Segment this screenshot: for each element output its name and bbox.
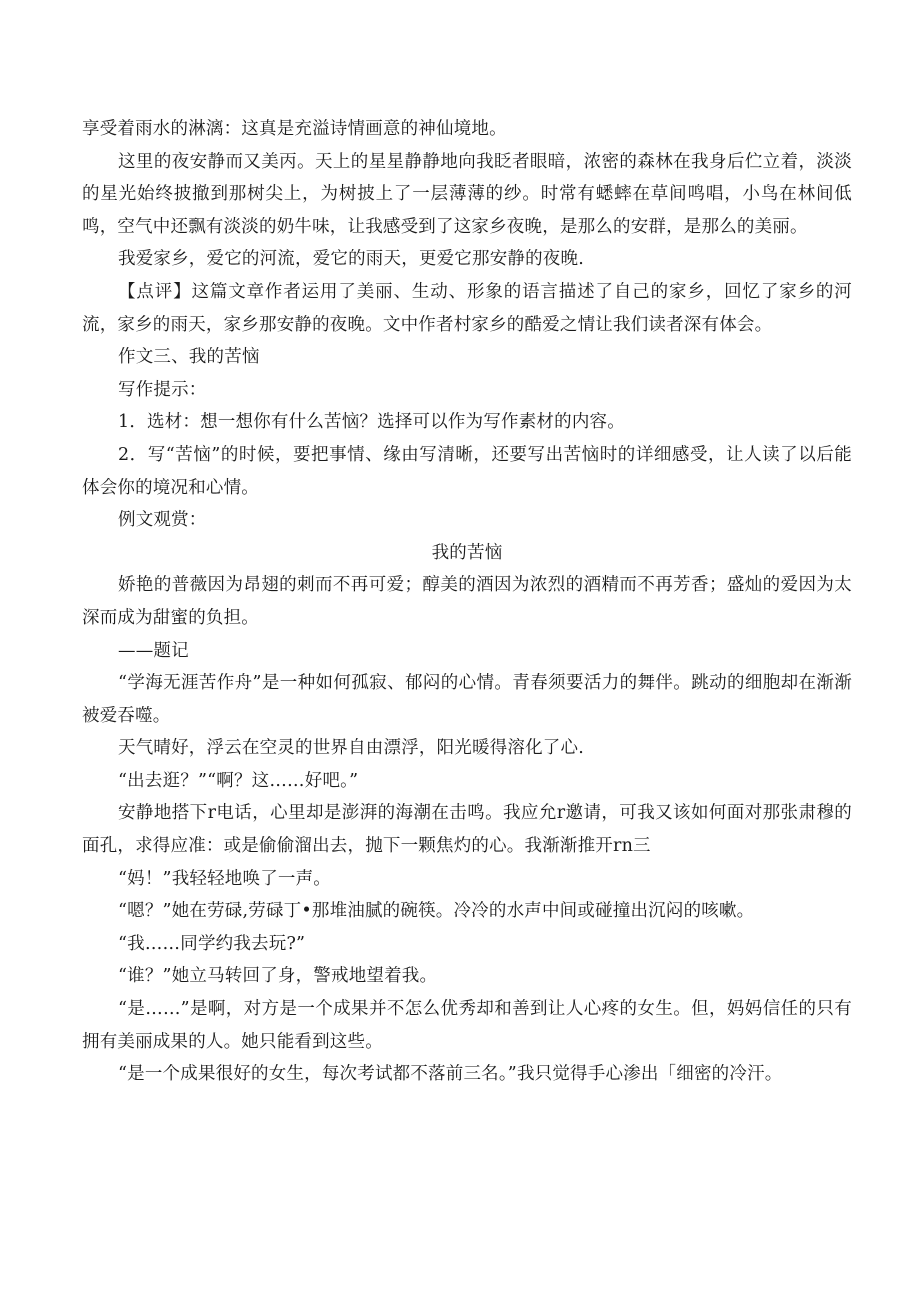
paragraph-phone-call: 安静地搭下r电话，心里却是澎湃的海潮在击鸣。我应允r邀请，可我又该如何面对那张肃穆的面孔，求得应准：或是偷偷溜出去，抛下一颗焦灼的心。我渐渐推开rn三: [82, 803, 852, 857]
paragraph-rain-ending: 享受着雨水的淋漓：这真是充溢诗情画意的神仙境地。: [82, 119, 507, 139]
paragraph-dialogue-2: “妈！”我轻轻地唤了一声。: [118, 868, 331, 889]
essay-title: 我的苦恼: [431, 542, 503, 563]
writing-tip-1: 1．选材：想一想你有什么苦恼？选择可以作为写作素材的内容。: [118, 412, 625, 433]
paragraph-mother-busy: “嗯？”她在劳碌,劳碌丁•那堆油腻的碗筷。冷冷的水声中间或碰撞出沉闷的咳嗽。: [118, 901, 755, 922]
paragraph-dialogue-5: “是……”是啊，对方是一个成果并不怎么优秀却和善到让人心疼的女生。但，妈妈信任的只有拥有美丽成果的人。她只能看到这些。: [82, 999, 852, 1052]
paragraph-epigraph-label: ——题记: [118, 640, 189, 661]
example-heading: 例文观赏：: [118, 510, 207, 531]
writing-tip-2: 2．写“苦恼”的时候，要把事情、缘由写清晰，还要写出苦恼时的详细感受，让人读了以后能体会你的境况和心情。: [82, 444, 852, 498]
paragraph-comment: 【点评】这篇文章作者运用了美丽、生动、形象的语言描述了自己的家乡，回忆了家乡的河流，家乡的雨天，家乡那安静的夜晚。文中作者村家乡的酷爱之情让我们读者深有体会。: [82, 281, 852, 335]
paragraph-dialogue-6: “是一个成果很好的女生，每次考试都不落前三名。”我只觉得手心渗出「细密的冷汗。: [118, 1064, 783, 1085]
writing-tips-heading: 写作提示：: [118, 379, 207, 400]
paragraph-dialogue-3: “我……同学约我去玩?”: [118, 933, 306, 954]
paragraph-study-hardship: “学海无涯苦作舟”是一种如何孤寂、郁闷的心情。青春须要活力的舞伴。跳动的细胞却在渐渐被爱吞噬。: [82, 673, 852, 726]
paragraph-dialogue-4: “谁？”她立马转回了身，警戒地望着我。: [118, 966, 438, 987]
paragraph-epigraph: 娇艳的普薇因为昂翅的刺而不再可爱；醇美的酒因为浓烈的酒精而不再芳香；盛灿的爱因为太深而成为甜蜜的负担。: [82, 575, 852, 628]
paragraph-night-description: 这里的夜安静而又美丙。天上的星星静静地向我眨者眼暗，浓密的森林在我身后伫立着，淡淡的星光始终披撤到那树尖上，为树披上了一层薄薄的纱。时常有蟋蟀在草间鸣唱，小鸟在林间低鸣，空气中还飘有淡淡的奶牛味，让我感受到了这家乡夜晚，是那么的安群，是那么的美丽。: [82, 151, 852, 237]
paragraph-weather: 天气晴好，浮云在空灵的世界自由漂浮，阳光暖得溶化了心.: [118, 738, 584, 759]
paragraph-dialogue-1: “出去逛？”“啊？这……好吧。”: [118, 770, 359, 791]
document-body: [82, 113, 852, 1091]
paragraph-love-hometown: 我爱家乡，爱它的河流，爱它的雨天，更爱它那安静的夜晚.: [118, 249, 584, 270]
section-heading-essay-three: 作文三、我的苦恼: [118, 347, 260, 368]
